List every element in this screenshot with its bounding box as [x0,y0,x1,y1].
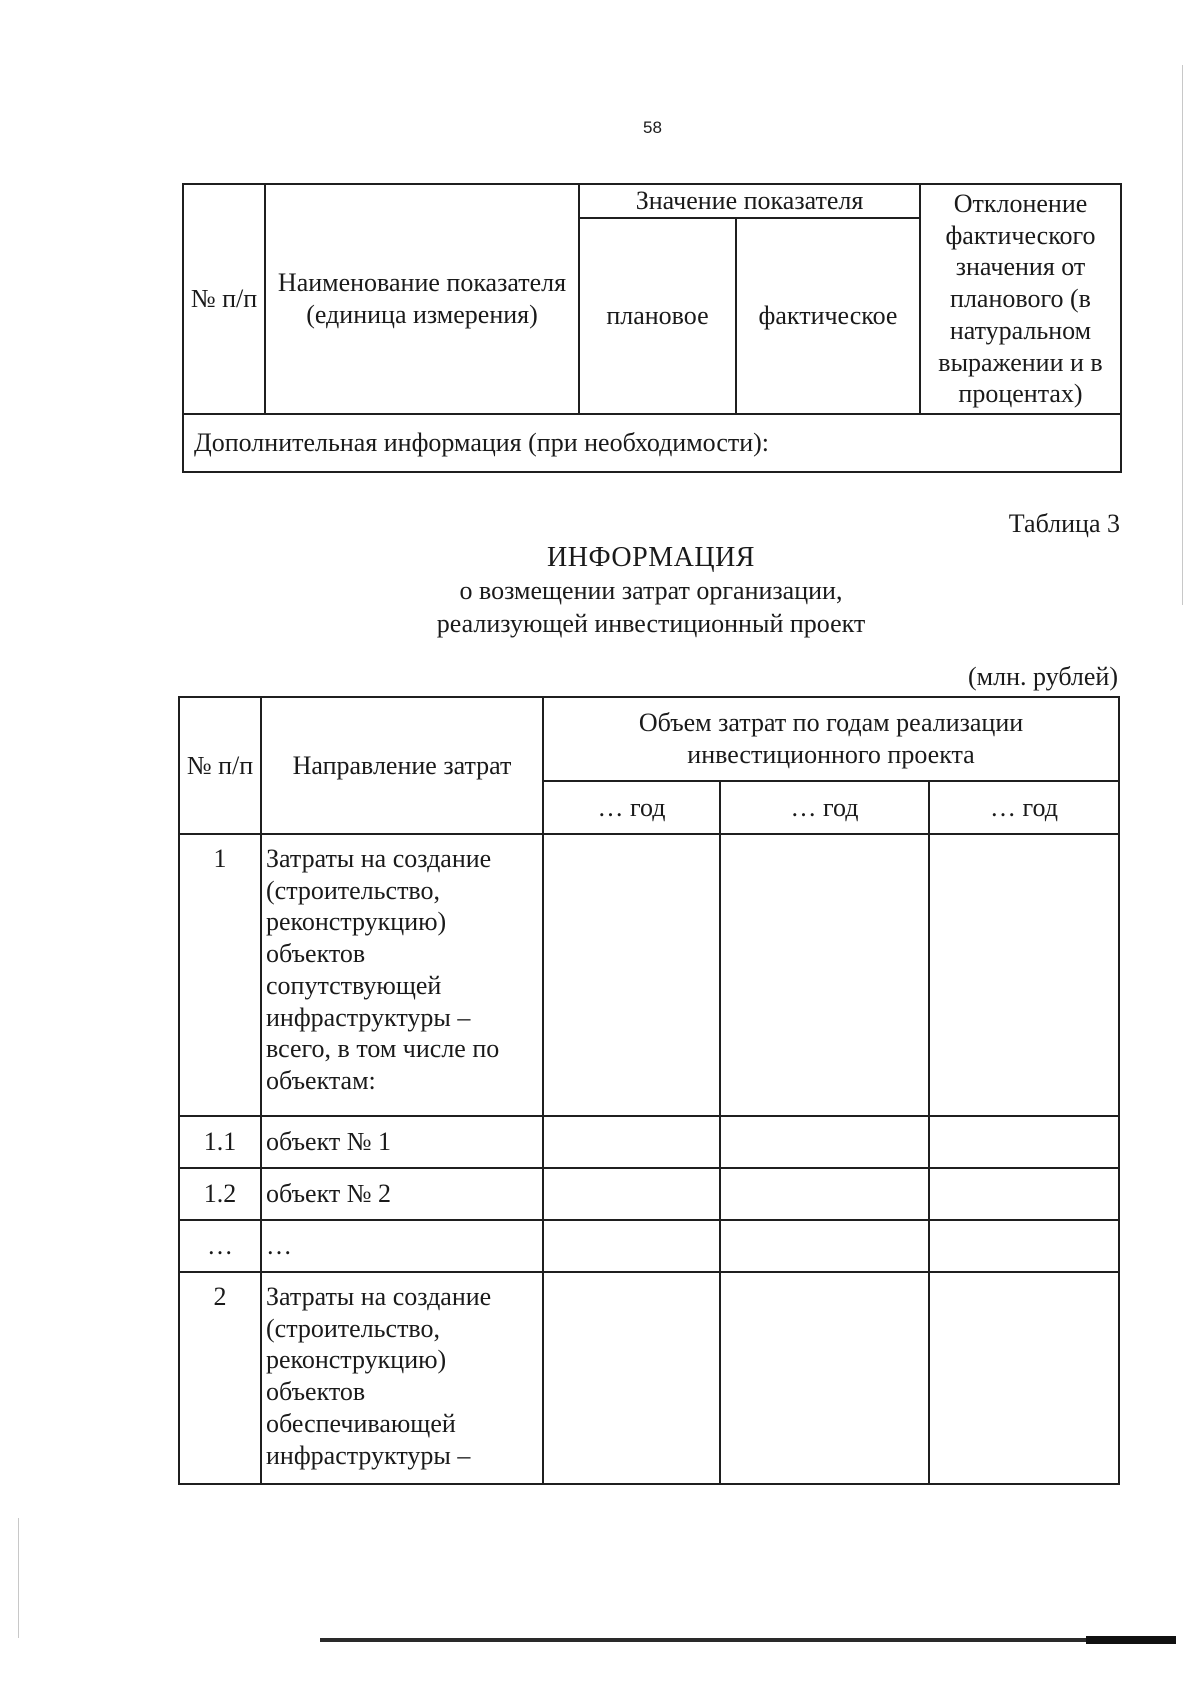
year-cell [720,1116,929,1168]
table-row [179,1272,1119,1484]
table3-heading [182,540,1120,640]
header-year-3: … год [929,781,1119,834]
row-num: 1 [179,834,261,1116]
year-cell [720,1168,929,1220]
year-cell [929,1116,1119,1168]
header-value-group: Значение показателя [579,184,920,218]
scan-edge-line [1182,65,1183,605]
header-year-1: … год [543,781,720,834]
header-num: № п/п [179,697,261,834]
year-cell [929,1220,1119,1272]
row-direction: Затраты на создание (строительство, реконструкцию) объектов сопутствующей инфраструктуры – всего, в том числе по объектам: [261,834,543,1116]
bottom-rule-thick [1086,1636,1176,1644]
year-cell [720,1220,929,1272]
header-actual: фактическое [736,218,920,414]
row-direction: объект № 2 [261,1168,543,1220]
year-cell [543,834,720,1116]
header-deviation: Отклонение фактического значения от планового (в натуральном выражении и в процентах) [920,184,1121,414]
table-row [179,1116,1119,1168]
header-planned: плановое [579,218,736,414]
row-direction: Затраты на создание (строительство, реконструкцию) объектов обеспечивающей инфраструктуры – [261,1272,543,1484]
year-cell [720,1272,929,1484]
units-label: (млн. рублей) [968,662,1118,691]
header-year-2: … год [720,781,929,834]
row-direction: объект № 1 [261,1116,543,1168]
year-cell [543,1168,720,1220]
table-row [179,834,1119,1116]
year-cell [929,1272,1119,1484]
table3-subtitle-line1: о возмещении затрат организации, [459,576,843,605]
scan-edge-line [18,1518,19,1638]
row-num: … [179,1220,261,1272]
header-direction: Направление затрат [261,697,543,834]
page-number: 58 [643,118,662,137]
year-cell [543,1272,720,1484]
header-num: № п/п [183,184,265,414]
year-cell [929,1168,1119,1220]
table3-title: ИНФОРМАЦИЯ [547,542,755,573]
table-row [179,1168,1119,1220]
table-row [179,1220,1119,1272]
year-cell [720,834,929,1116]
bottom-rule [320,1638,1176,1642]
year-cell [543,1220,720,1272]
row-num: 1.2 [179,1168,261,1220]
indicator-table [182,183,1122,473]
cost-reimbursement-table [178,696,1120,1485]
table3-subtitle-line2: реализующей инвестиционный проект [436,608,866,638]
header-indicator-name: Наименование показателя (единица измерения) [265,184,579,414]
row-direction: … [261,1220,543,1272]
table-label: Таблица 3 [1008,509,1120,538]
year-cell [543,1116,720,1168]
year-cell [929,834,1119,1116]
row-num: 2 [179,1272,261,1484]
additional-info: Дополнительная информация (при необходимости): [183,414,1121,472]
header-volume: Объем затрат по годам реализации инвестиционного проекта [543,697,1119,781]
row-num: 1.1 [179,1116,261,1168]
